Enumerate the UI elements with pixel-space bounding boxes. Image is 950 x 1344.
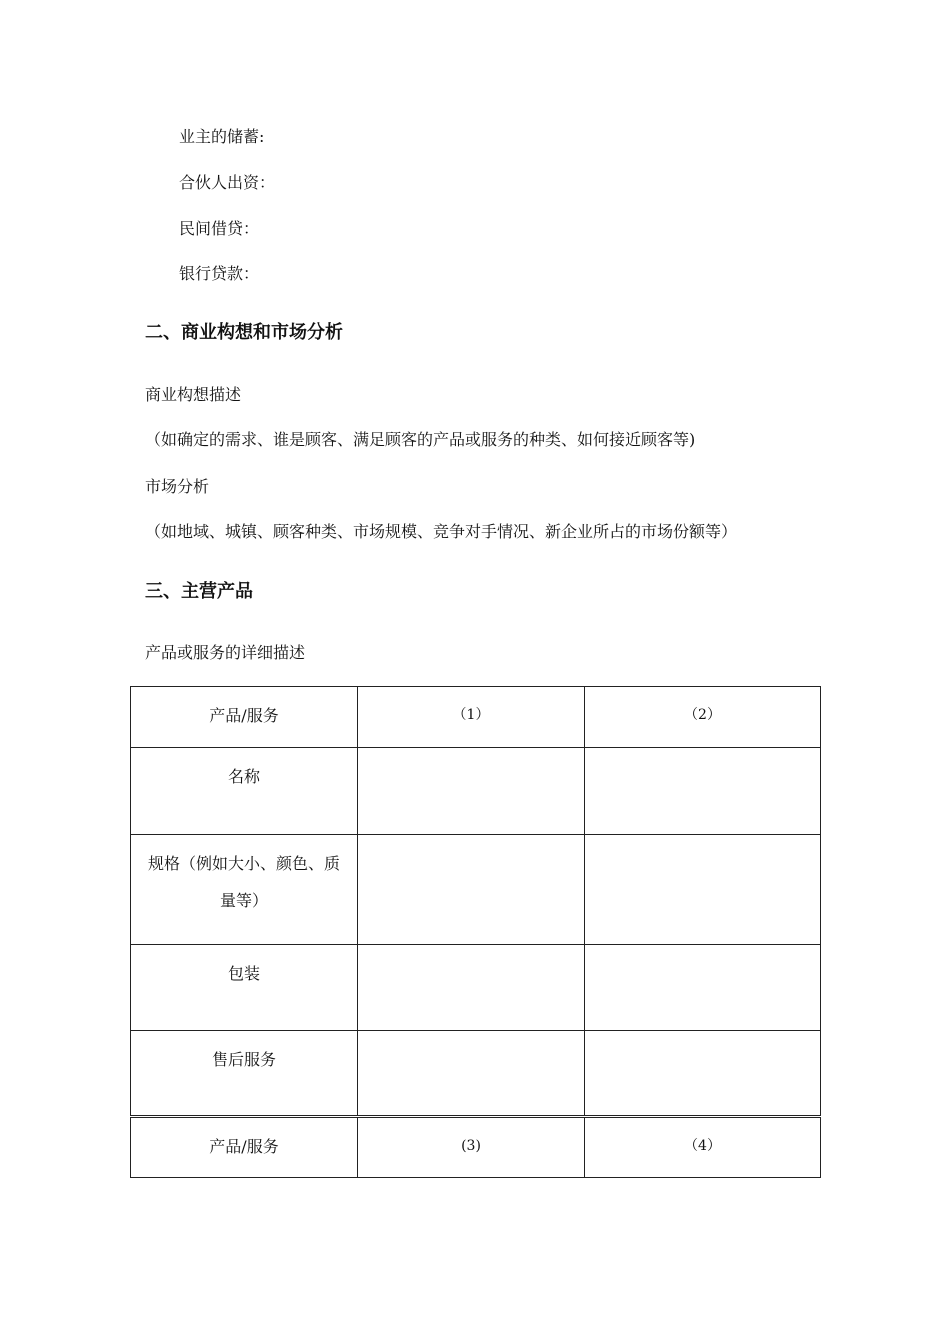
header2-col-4-cell: （4） <box>585 1117 821 1178</box>
cell-after-sales-2[interactable] <box>585 1031 821 1117</box>
cell-packaging-2[interactable] <box>585 945 821 1031</box>
cell-spec-2[interactable] <box>585 835 821 945</box>
table-header-row-2 <box>131 1117 821 1178</box>
cell-spec-1[interactable] <box>358 835 585 945</box>
row-label-spec: 规格（例如大小、颜色、质量等） <box>147 854 340 910</box>
section-heading-main-products: 三、主营产品 <box>145 581 253 602</box>
table-header-row <box>131 687 821 748</box>
header-col-1-cell: （1） <box>358 687 585 748</box>
product-spec-table <box>130 686 821 1178</box>
header-col-2-cell: （2） <box>585 687 821 748</box>
funding-private-loan: 民间借贷： <box>179 219 260 238</box>
row-label-after-sales: 售后服务 <box>131 1031 358 1117</box>
funding-bank-loan: 银行贷款： <box>179 264 260 283</box>
market-analysis-hint: （如地域、城镇、顾客种类、市场规模、竞争对手情况、新企业所占的市场份额等） <box>145 522 738 541</box>
header-product-service-cell: 产品/服务 <box>131 687 358 748</box>
cell-after-sales-1[interactable] <box>358 1031 585 1117</box>
funding-owner-savings: 业主的储蓄: <box>179 127 265 146</box>
row-label-packaging: 包装 <box>131 945 358 1031</box>
cell-name-1[interactable] <box>358 748 585 835</box>
table-row <box>131 945 821 1031</box>
cell-packaging-1[interactable] <box>358 945 585 1031</box>
business-idea-label: 商业构想描述 <box>145 385 242 404</box>
header2-col-3-cell: (3) <box>358 1117 585 1178</box>
market-analysis-label: 市场分析 <box>145 477 210 496</box>
row-label-name: 名称 <box>131 748 358 835</box>
business-idea-hint: （如确定的需求、谁是顾客、满足顾客的产品或服务的种类、如何接近顾客等) <box>145 430 696 449</box>
funding-partner-investment: 合伙人出资： <box>179 173 276 192</box>
row-label-spec-cell <box>131 835 358 945</box>
table-row <box>131 748 821 835</box>
table-row <box>131 835 821 945</box>
section-heading-business-market: 二、商业构想和市场分析 <box>145 322 343 343</box>
table-row <box>131 1031 821 1117</box>
product-detail-label: 产品或服务的详细描述 <box>145 643 306 662</box>
header2-product-service-cell: 产品/服务 <box>131 1117 358 1178</box>
cell-name-2[interactable] <box>585 748 821 835</box>
